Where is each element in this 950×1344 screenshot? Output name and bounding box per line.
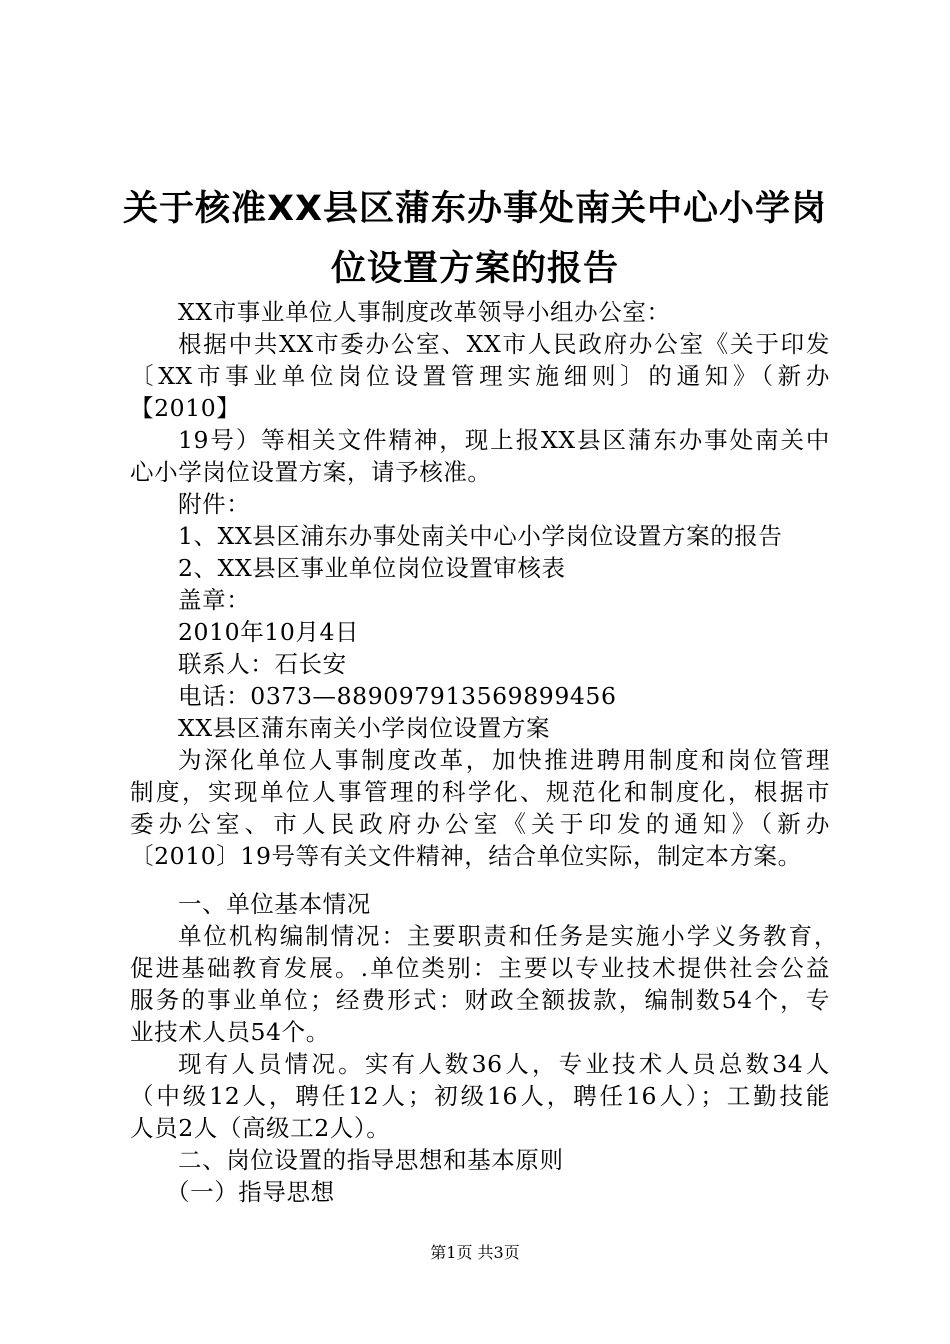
section-heading: 二、岗位设置的指导思想和基本原则 xyxy=(178,1146,564,1174)
seal-label: 盖章： xyxy=(178,586,251,614)
body-line: 促进基础教育发展。.单位类别：主要以专业技术提供社会公益 xyxy=(130,954,830,982)
body-line: 〔2010〕19号等有关文件精神，结合单位实际，制定本方案。 xyxy=(130,842,802,870)
attachment-item: 2、XX县区事业单位岗位设置审核表 xyxy=(178,554,566,582)
document-date: 2010年10月4日 xyxy=(178,618,360,646)
body-line: 单位机构编制情况：主要职责和任务是实施小学义务教育， xyxy=(178,922,838,950)
body-line: 为深化单位人事制度改革，加快推进聘用制度和岗位管理 xyxy=(178,746,830,774)
body-line: 19号）等相关文件精神，现上报XX县区蒲东办事处南关中 xyxy=(178,426,830,454)
contact-phone: 电话：0373—889097913569899456 xyxy=(178,682,617,710)
body-line: 〔XX市事业单位岗位设置管理实施细则〕的通知》（新办 xyxy=(130,362,830,390)
page-footer: 第1页 共3页 xyxy=(430,1243,520,1262)
body-line: （中级12人，聘任12人；初级16人，聘任16人）；工勤技能 xyxy=(130,1082,830,1110)
contact-person: 联系人：石长安 xyxy=(178,650,347,678)
plan-heading: XX县区蒲东南关小学岗位设置方案 xyxy=(178,714,551,742)
body-line: 现有人员情况。实有人数36人，专业技术人员总数34人 xyxy=(178,1050,830,1078)
section-heading: 一、单位基本情况 xyxy=(178,890,371,918)
body-line: 【2010】 xyxy=(130,394,241,422)
attachments-label: 附件： xyxy=(178,490,251,518)
body-line: 委办公室、市人民政府办公室《关于印发的通知》（新办 xyxy=(130,810,830,838)
body-line: 业技术人员54个。 xyxy=(130,1018,330,1046)
body-line: 心小学岗位设置方案，请予核准。 xyxy=(130,458,492,486)
document-title-line-2: 位设置方案的报告 xyxy=(330,249,619,289)
body-line: 人员2人（高级工2人）。 xyxy=(130,1114,391,1142)
addressee-line: XX市事业单位人事制度改革领导小组办公室： xyxy=(178,298,671,326)
body-line: 制度，实现单位人事管理的科学化、规范化和制度化，根据市 xyxy=(130,778,830,806)
document-title-line-1: 关于核准XX县区蒲东办事处南关中心小学岗 xyxy=(123,189,827,229)
body-line: 服务的事业单位；经费形式：财政全额拔款，编制数54个，专 xyxy=(130,986,830,1014)
body-line: 根据中共XX市委办公室、XX市人民政府办公室《关于印发 xyxy=(178,330,830,358)
attachment-item: 1、XX县区浦东办事处南关中心小学岗位设置方案的报告 xyxy=(178,522,783,550)
subsection-heading: （一）指导思想 xyxy=(166,1178,335,1206)
